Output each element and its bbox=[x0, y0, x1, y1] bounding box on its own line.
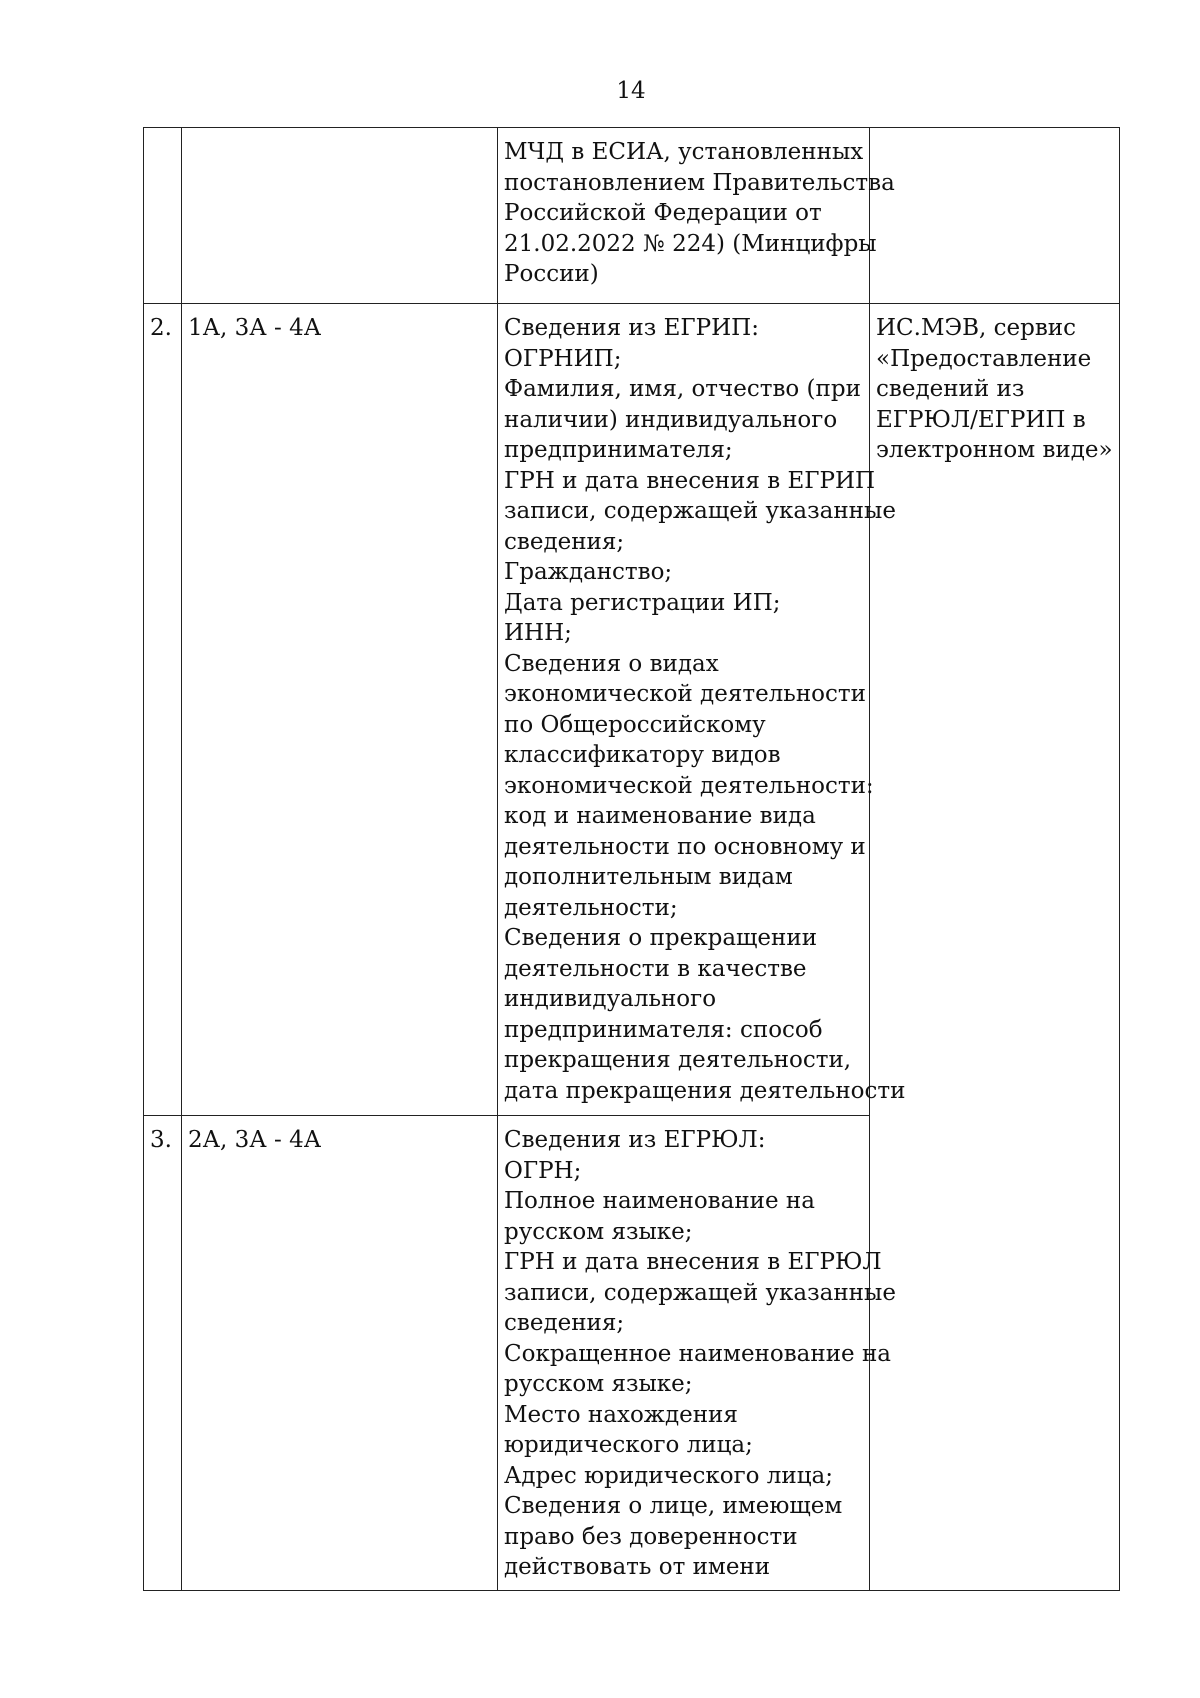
source-line: ЕГРЮЛ/ЕГРИП в bbox=[876, 406, 1086, 433]
info-line: Сведения из ЕГРИП: bbox=[504, 315, 759, 341]
source-line: сведений из bbox=[876, 376, 1025, 402]
info-line: классификатору видов bbox=[504, 742, 781, 768]
info-line: деятельности; bbox=[504, 894, 678, 921]
info-line: постановлением Правительства bbox=[504, 169, 895, 196]
info-line: России) bbox=[504, 261, 599, 287]
info-line: Адрес юридического лица; bbox=[504, 1462, 833, 1489]
codes-cell bbox=[182, 128, 498, 304]
info-line: Сведения из ЕГРЮЛ: bbox=[504, 1127, 766, 1153]
info-line: ИНН; bbox=[504, 620, 572, 646]
info-line: дополнительным видам bbox=[504, 864, 793, 890]
info-line: Дата регистрации ИП; bbox=[504, 589, 781, 616]
info-line: ОГРН; bbox=[504, 1157, 582, 1184]
info-cell bbox=[498, 1116, 896, 1591]
info-line: записи, содержащей указанные bbox=[504, 498, 896, 524]
info-line: юридического лица; bbox=[504, 1432, 753, 1458]
document-table bbox=[143, 127, 1120, 1591]
info-line: дата прекращения деятельности bbox=[504, 1077, 906, 1104]
info-line: Сведения о прекращении bbox=[504, 925, 818, 951]
info-line: предпринимателя: способ bbox=[504, 1016, 823, 1043]
info-line: деятельности в качестве bbox=[504, 955, 807, 982]
info-line: индивидуального bbox=[504, 986, 717, 1012]
source-line: электронном виде» bbox=[876, 437, 1113, 463]
source-line: «Предоставление bbox=[876, 345, 1092, 372]
info-line: действовать от имени bbox=[504, 1554, 771, 1580]
info-line: Сведения о лице, имеющем bbox=[504, 1493, 843, 1519]
info-line: право без доверенности bbox=[504, 1523, 798, 1550]
info-line: Сведения о видах bbox=[504, 650, 719, 677]
info-line: русском языке; bbox=[504, 1371, 693, 1397]
info-line: прекращения деятельности, bbox=[504, 1047, 852, 1073]
info-line: Сокращенное наименование на bbox=[504, 1340, 892, 1367]
source-line: ИС.МЭВ, сервис bbox=[876, 315, 1077, 341]
info-line: ГРН и дата внесения в ЕГРИП bbox=[504, 467, 876, 494]
info-line: записи, содержащей указанные bbox=[504, 1279, 896, 1306]
codes-cell: 2А, 3А - 4А bbox=[182, 1116, 498, 1591]
info-line: сведения; bbox=[504, 528, 625, 555]
page-number: 14 bbox=[616, 78, 646, 104]
info-line: 21.02.2022 № 224) (Минцифры bbox=[504, 230, 877, 257]
info-line: деятельности по основному и bbox=[504, 833, 866, 860]
info-line: наличии) индивидуального bbox=[504, 406, 838, 433]
row-number-cell: 3. bbox=[144, 1116, 182, 1591]
table-row bbox=[144, 128, 1120, 304]
row-number-cell: 2. bbox=[144, 304, 182, 1116]
info-line: МЧД в ЕСИА, установленных bbox=[504, 139, 864, 165]
info-cell bbox=[498, 304, 906, 1116]
info-line: русском языке; bbox=[504, 1218, 693, 1245]
source-cell bbox=[870, 128, 1120, 304]
info-line: предпринимателя; bbox=[504, 437, 733, 463]
info-line: Гражданство; bbox=[504, 559, 673, 585]
info-line: Фамилия, имя, отчество (при bbox=[504, 376, 861, 402]
info-line: Место нахождения bbox=[504, 1401, 738, 1428]
table-row bbox=[144, 304, 1120, 1116]
row-number-cell bbox=[144, 128, 182, 304]
info-line: ГРН и дата внесения в ЕГРЮЛ bbox=[504, 1249, 882, 1275]
source-cell bbox=[870, 304, 1120, 1591]
info-line: Российской Федерации от bbox=[504, 200, 822, 226]
info-line: ОГРНИП; bbox=[504, 345, 622, 372]
codes-cell: 1А, 3А - 4А bbox=[182, 304, 498, 1116]
info-line: Полное наименование на bbox=[504, 1188, 815, 1214]
info-line: экономической деятельности bbox=[504, 681, 866, 707]
info-line: по Общероссийскому bbox=[504, 711, 766, 738]
info-line: экономической деятельности: bbox=[504, 772, 874, 799]
info-cell bbox=[498, 128, 895, 304]
info-line: сведения; bbox=[504, 1310, 625, 1336]
info-line: код и наименование вида bbox=[504, 803, 816, 829]
